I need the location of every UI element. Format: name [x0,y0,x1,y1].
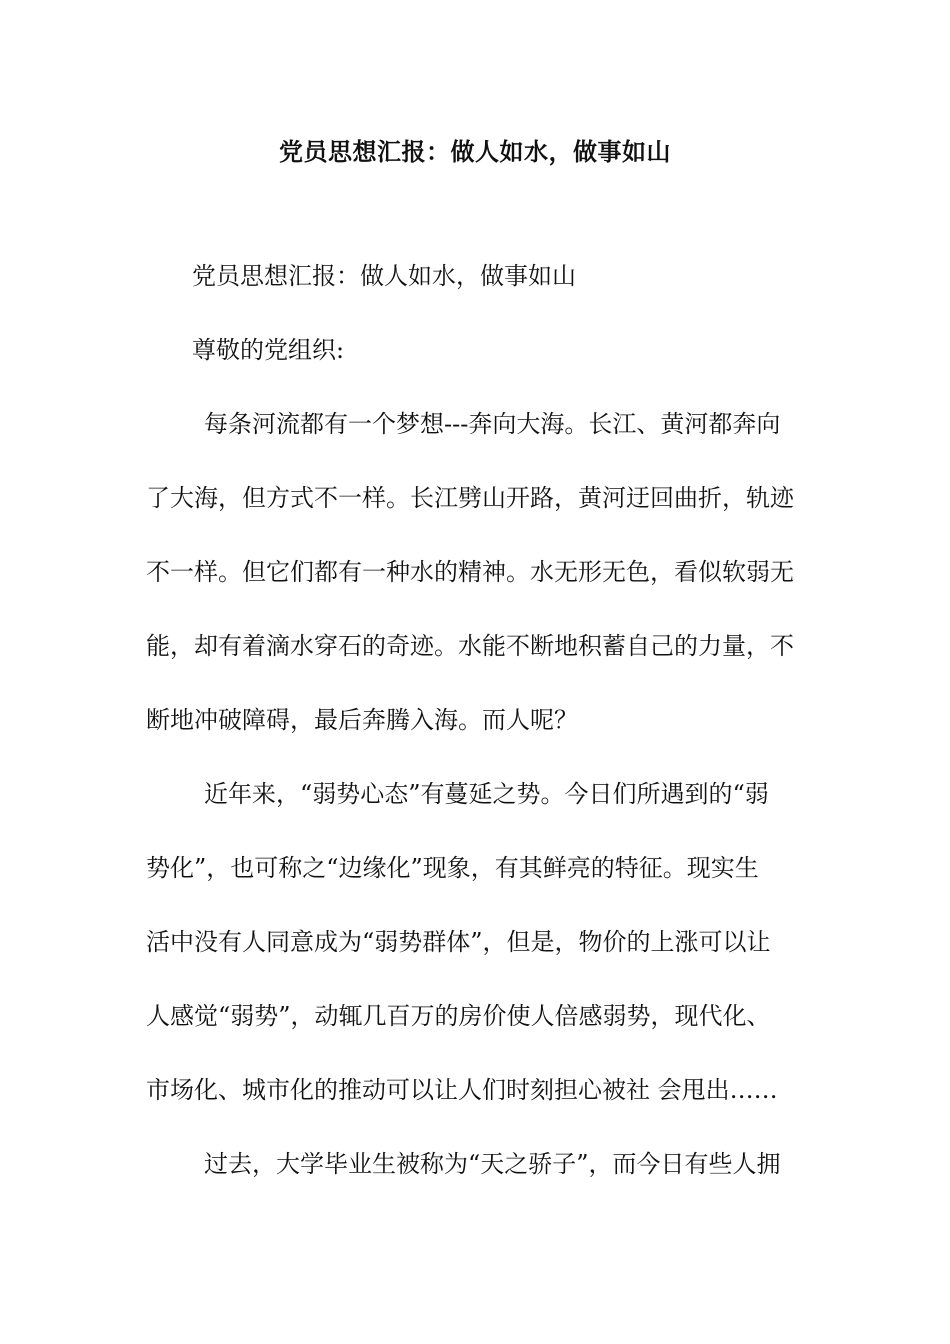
text-line: 近年来，“弱势心态”有蔓延之势。今日们所遇到的“弱 [204,780,769,808]
text-line: 人感觉“弱势”，动辄几百万的房价使人倍感弱势，现代化、 [146,1002,771,1030]
text-line: 能，却有着滴水穿石的奇迹。水能不断地积蓄自己的力量，不 [146,632,794,660]
text-line: 断地冲破障碍，最后奔腾入海。而人呢？ [146,706,578,734]
text-line: 每条河流都有一个梦想---奔向大海。长江、黄河都奔向 [204,410,781,438]
text-line: 市场化、城市化的推动可以让人们时刻担心被社 会甩出…… [146,1076,778,1104]
text-line: 活中没有人同意成为“弱势群体”，但是，物价的上涨可以让 [146,928,771,956]
text-line: 不一样。但它们都有一种水的精神。水无形无色，看似软弱无 [146,558,794,586]
text-line: 过去，大学毕业生被称为“天之骄子”，而今日有些人拥 [204,1150,781,1178]
document-title: 党员思想汇报：做人如水，做事如山 [279,137,671,166]
text-line-salutation: 尊敬的党组织: [192,336,345,364]
text-line: 势化”，也可称之“边缘化”现象，有其鲜亮的特征。现实生 [146,854,759,882]
text-line: 了大海，但方式不一样。长江劈山开路，黄河迂回曲折，轨迹 [146,484,794,512]
text-line-heading: 党员思想汇报：做人如水，做事如山 [192,262,576,290]
